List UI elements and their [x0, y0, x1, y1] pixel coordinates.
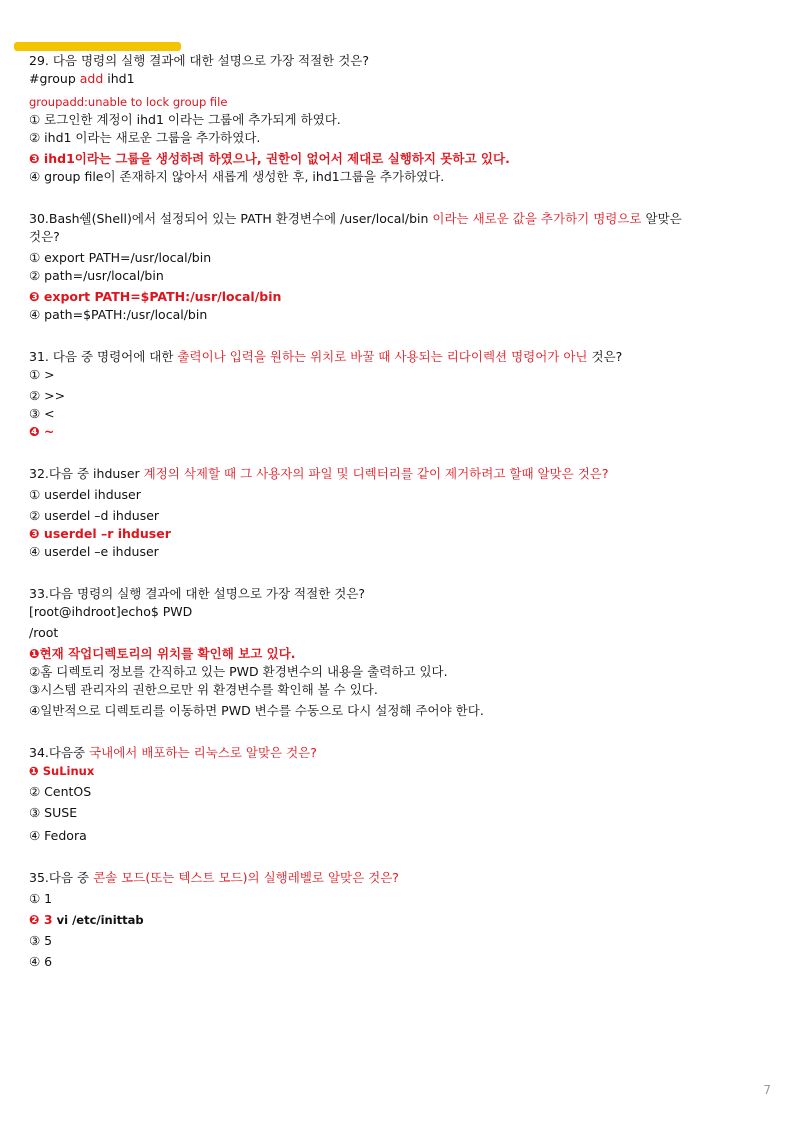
- highlight-bar: [14, 42, 181, 51]
- question-29: [29, 52, 753, 186]
- question-31: [29, 348, 753, 441]
- command-line: [root@ihdroot]echo$ PWD: [29, 604, 193, 619]
- question-32: [29, 465, 753, 561]
- option-2-answer: ❷ 3 vi /etc/inittab: [29, 912, 144, 927]
- option-3: ③ SUSE: [29, 805, 78, 820]
- option-2: ② ihd1 이라는 새로운 그룹을 추가하였다.: [29, 130, 261, 145]
- option-4: ④ userdel –e ihduser: [29, 544, 159, 559]
- option-3: ③ <: [29, 406, 55, 421]
- option-4: ④ 6: [29, 954, 53, 969]
- question-35: [29, 869, 753, 971]
- question-33: [29, 585, 753, 720]
- option-2: ② path=/usr/local/bin: [29, 268, 164, 283]
- option-4: ④일반적으로 디렉토리를 이동하면 PWD 변수를 수동으로 다시 설정해 주어야 한다.: [29, 703, 484, 718]
- option-2: ② userdel –d ihduser: [29, 508, 160, 523]
- option-1: ① 1: [29, 891, 53, 906]
- question-text: 31. 다음 중 명령어에 대한 출력이나 입력을 원하는 위치로 바꿀 때 사용되는 리다이렉션 명령어가 아닌 것은?: [29, 349, 623, 364]
- option-1-answer: ❶현재 작업디렉토리의 위치를 확인해 보고 있다.: [29, 646, 296, 661]
- option-1-answer: ❶ SuLinux: [29, 764, 95, 778]
- option-3: ③시스템 관리자의 권한으로만 위 환경변수를 확인해 볼 수 있다.: [29, 682, 378, 697]
- option-3-answer: ❸ userdel –r ihduser: [29, 526, 171, 541]
- option-4-answer: ❹ ~: [29, 424, 55, 439]
- command-output: /root: [29, 625, 59, 640]
- option-1: ① 로그인한 계정이 ihd1 이라는 그룹에 추가되게 하였다.: [29, 112, 341, 127]
- option-1: ① userdel ihduser: [29, 487, 141, 502]
- option-3-answer: ❸ export PATH=$PATH:/usr/local/bin: [29, 289, 282, 304]
- question-text: 32.다음 중 ihduser 계정의 삭제할 때 그 사용자의 파일 및 디렉터리를 같이 제거하려고 할때 알맞은 것은?: [29, 466, 609, 481]
- question-text: 35.다음 중 콘솔 모드(또는 텍스트 모드)의 실행레벨로 알맞은 것은?: [29, 870, 399, 885]
- question-text: 34.다음중 국내에서 배포하는 리눅스로 알맞은 것은?: [29, 745, 317, 760]
- question-text: 30.Bash쉘(Shell)에서 설정되어 있는 PATH 환경변수에 /user/local/bin 이라는 새로운 값을 추가하기 명령으로 알맞은: [29, 211, 682, 226]
- option-3: ③ 5: [29, 933, 53, 948]
- option-3-answer: ❸ ihd1이라는 그룹을 생성하려 하였으나, 권한이 없어서 제대로 실행하지 못하고 있다.: [29, 151, 510, 166]
- question-34: [29, 744, 753, 845]
- question-30: [29, 210, 753, 324]
- error-output: groupadd:unable to lock group file: [29, 95, 228, 109]
- command-line: #group add ihd1: [29, 71, 135, 86]
- document-body: [29, 52, 753, 971]
- page-number: 7: [763, 1083, 771, 1097]
- option-1: ① export PATH=/usr/local/bin: [29, 250, 212, 265]
- option-4: ④ path=$PATH:/usr/local/bin: [29, 307, 208, 322]
- option-2: ② >>: [29, 388, 66, 403]
- question-text-cont: 것은?: [29, 229, 60, 244]
- question-text: 29. 다음 명령의 실행 결과에 대한 설명으로 가장 적절한 것은?: [29, 53, 370, 68]
- option-2: ②홈 디렉토리 정보를 간직하고 있는 PWD 환경변수의 내용을 출력하고 있다.: [29, 664, 448, 679]
- question-text: 33.다음 명령의 실행 결과에 대한 설명으로 가장 적절한 것은?: [29, 586, 366, 601]
- option-1: ① >: [29, 367, 55, 382]
- option-4: ④ Fedora: [29, 828, 87, 843]
- option-4: ④ group file이 존재하지 않아서 새롭게 생성한 후, ihd1그룹을 추가하였다.: [29, 169, 445, 184]
- option-2: ② CentOS: [29, 784, 92, 799]
